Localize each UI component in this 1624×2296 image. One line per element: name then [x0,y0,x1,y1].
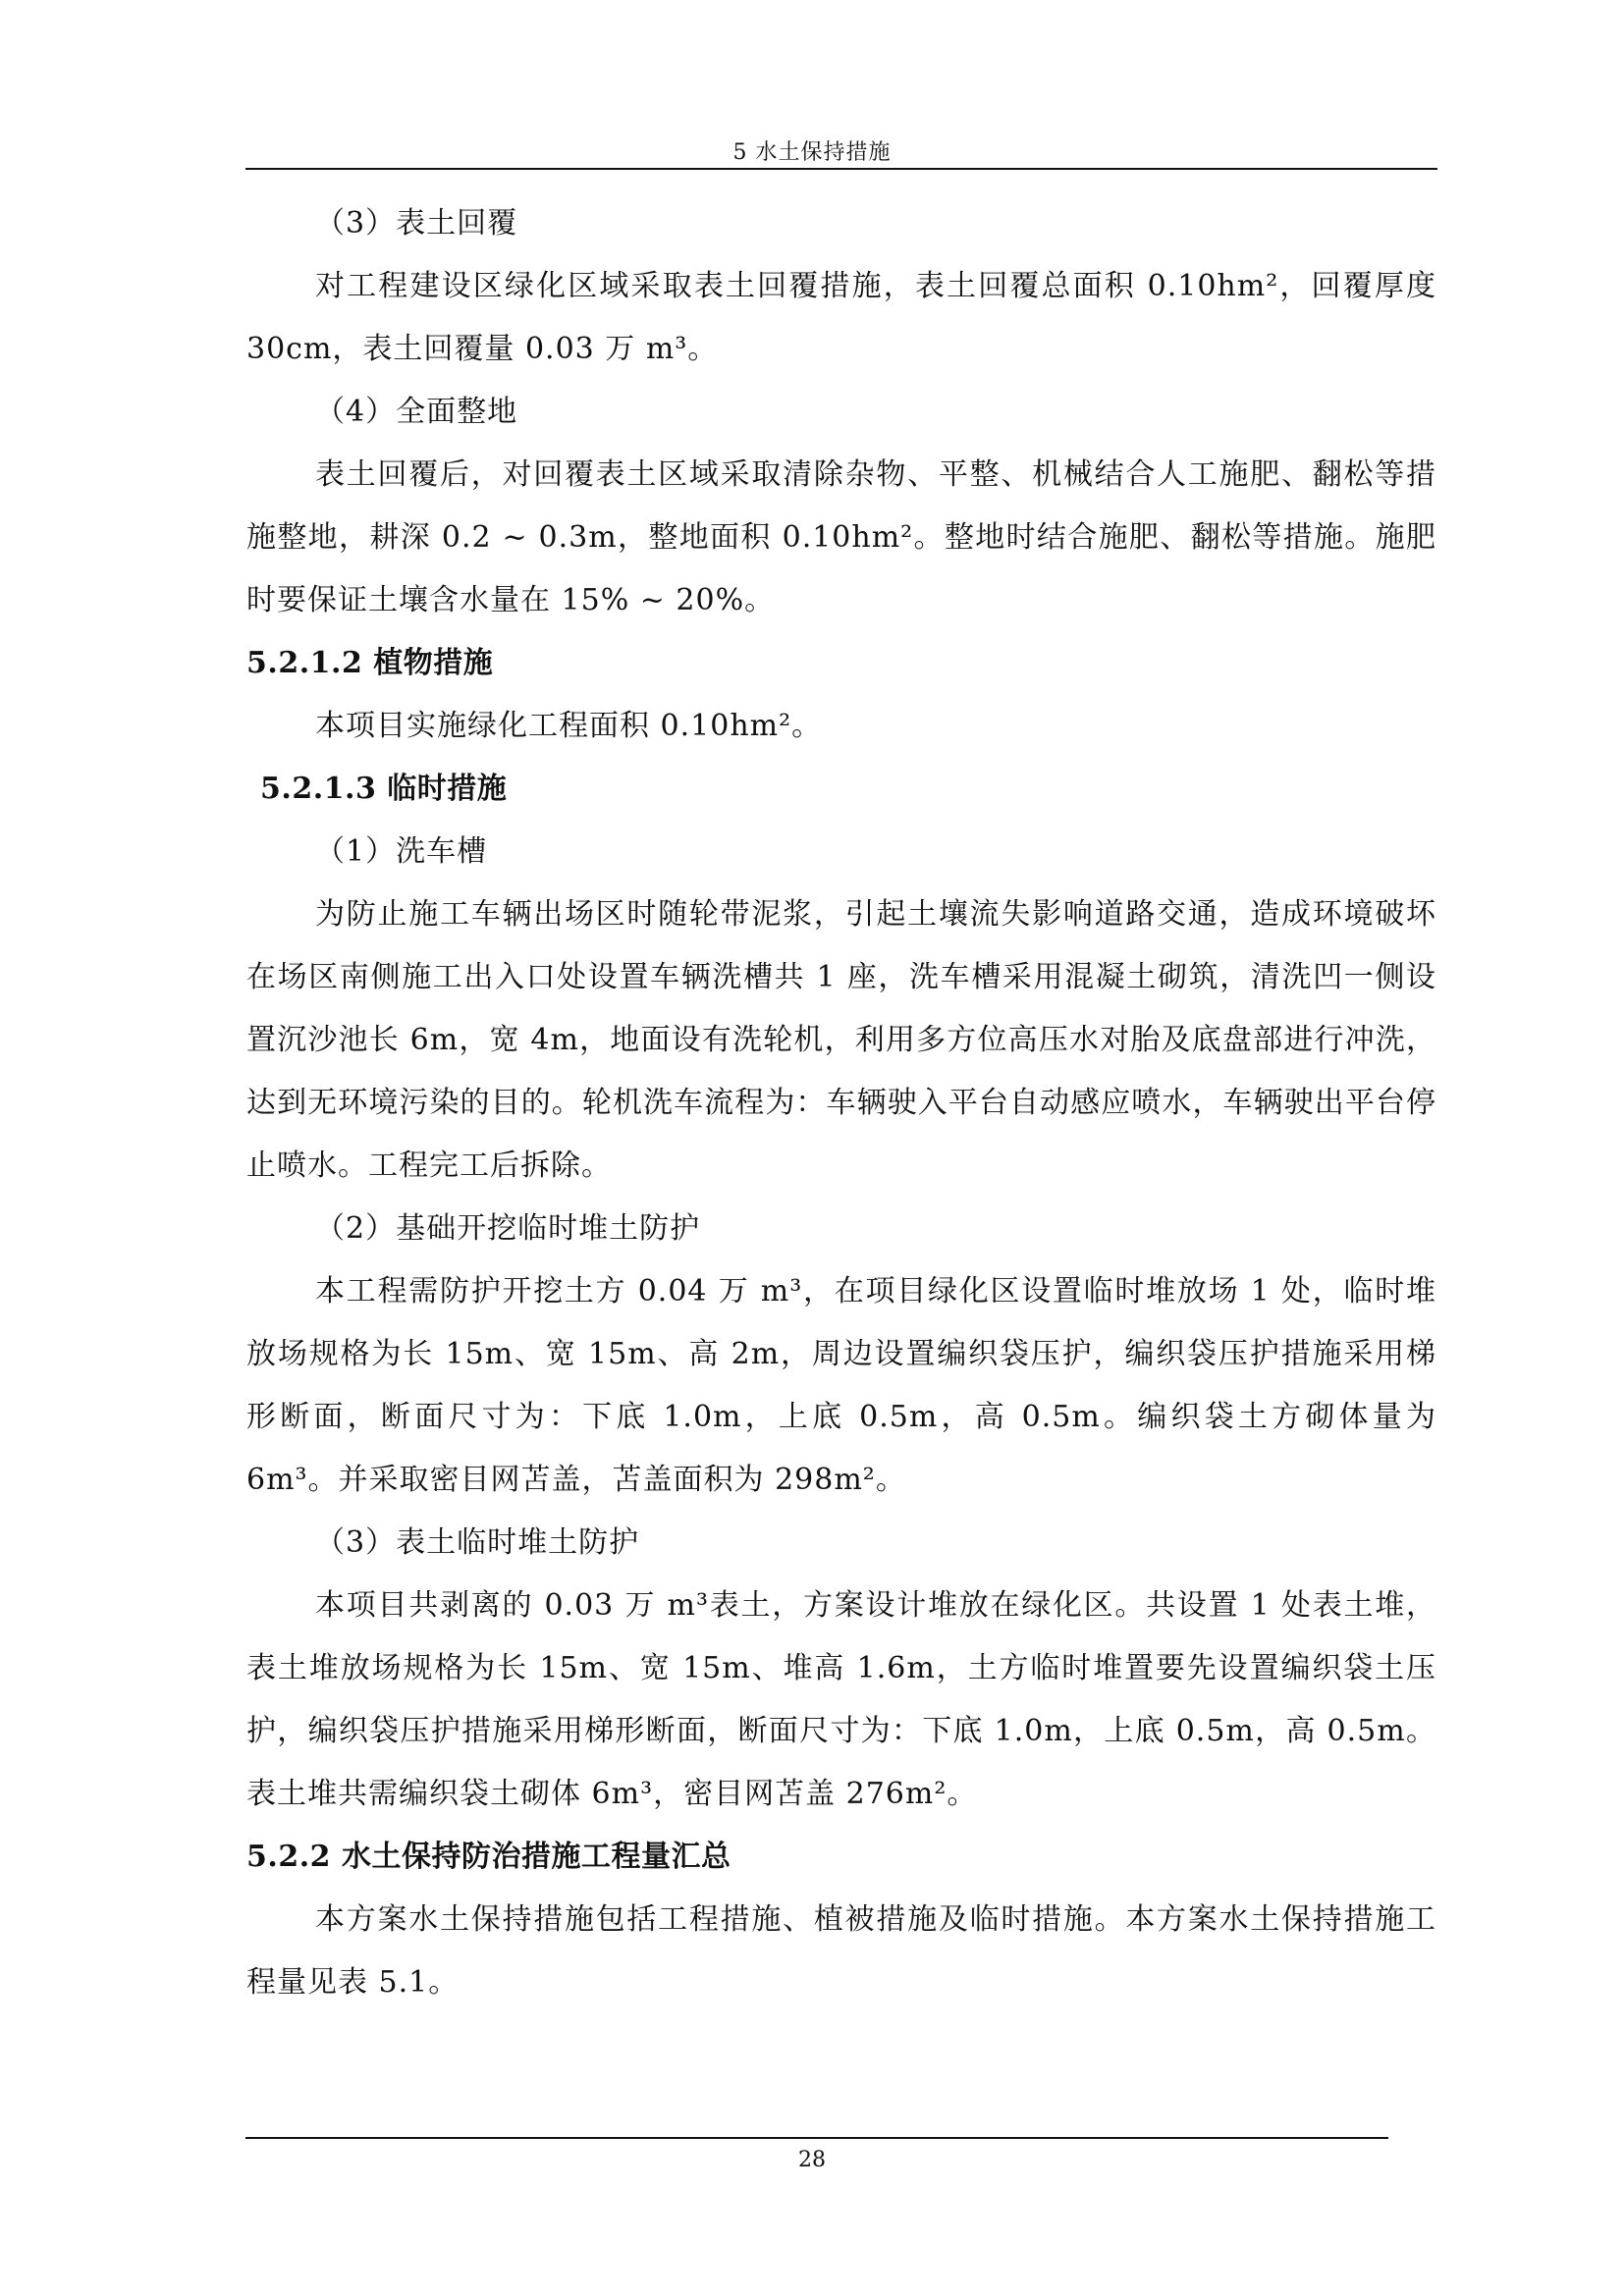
paragraph-land-leveling: 表土回覆后，对回覆表土区域采取清除杂物、平整、机械结合人工施肥、翻松等措施整地，耕深 0.2 ~ 0.3m，整地面积 0.10hm²。整地时结合施肥、翻松等措施。施肥时要保证土壤含水量在 15% ~ 20%。 [246,457,1436,617]
footer-divider [245,2137,1388,2139]
header-divider [245,168,1437,170]
section-heading-plant-measures: 5.2.1.2 植物措施 [246,646,494,680]
subsection-heading-land-leveling: （4）全面整地 [315,395,518,429]
running-header: 5 水土保持措施 [732,140,892,165]
page-body [246,192,1436,2014]
subsection-heading-excavation-protection: （2）基础开挖临时堆土防护 [315,1211,701,1246]
paragraph-topsoil-backfill: 对工程建设区绿化区域采取表土回覆措施，表土回覆总面积 0.10hm²，回覆厚度 30cm，表土回覆量 0.03 万 m³。 [246,269,1436,366]
page-number: 28 [798,2148,826,2172]
paragraph-topsoil-stockpile: 本项目共剥离的 0.03 万 m³表土，方案设计堆放在绿化区。共设置 1 处表土堆，表土堆放场规格为长 15m、宽 15m、堆高 1.6m，土方临时堆置要先设置编织袋土压护，编织袋压护措施采用梯形断面，断面尺寸为：下底 1.0m，上底 0.5m，高 0.5m。表土堆共需编织袋土砌体 6m³，密目网苫盖 276m²。 [246,1588,1436,1811]
paragraph-plant-measures: 本项目实施绿化工程面积 0.10hm²。 [315,709,823,743]
paragraph-car-wash: 为防止施工车辆出场区时随轮带泥浆，引起土壤流失影响道路交通，造成环境破坏在场区南侧施工出入口处设置车辆洗槽共 1 座，洗车槽采用混凝土砌筑，清洗凹一侧设置沉沙池长 6m，宽 4m，地面设有洗轮机，利用多方位高压水对胎及底盘部进行冲洗，达到无环境污染的目的。轮机洗车流程为：车辆驶入平台自动感应喷水，车辆驶出平台停止喷水。工程完工后拆除。 [246,897,1436,1183]
section-heading-temporary-measures: 5.2.1.3 临时措施 [260,772,508,806]
subsection-heading-topsoil-backfill: （3）表土回覆 [315,206,518,240]
subsection-heading-topsoil-stockpile: （3）表土临时堆土防护 [315,1525,640,1560]
section-heading-quantity-summary: 5.2.2 水土保持防治措施工程量汇总 [246,1840,731,1874]
paragraph-excavation-protection: 本工程需防护开挖土方 0.04 万 m³，在项目绿化区设置临时堆放场 1 处，临时堆放场规格为长 15m、宽 15m、高 2m，周边设置编织袋压护，编织袋压护措施采用梯形断面，断面尺寸为：下底 1.0m，上底 0.5m，高 0.5m。编织袋土方砌体量为 6m³。并采取密目网苫盖，苫盖面积为 298m²。 [246,1274,1436,1497]
subsection-heading-car-wash: （1）洗车槽 [315,834,488,869]
paragraph-quantity-summary: 本方案水土保持措施包括工程措施、植被措施及临时措施。本方案水土保持措施工程量见表 5.1。 [246,1902,1436,2000]
